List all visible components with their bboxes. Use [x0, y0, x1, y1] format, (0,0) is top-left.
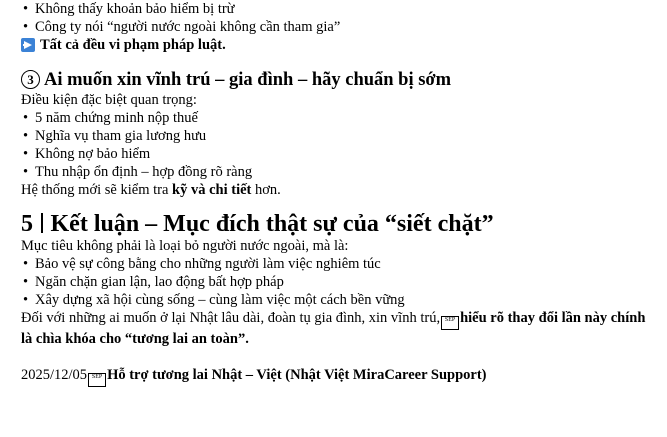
list-item: • Không thấy khoản bảo hiểm bị trừ: [21, 0, 649, 18]
closing-text: Đối với những ai muốn ở lại Nhật lâu dài, đoàn tụ gia đình, xin vĩnh trú,: [21, 310, 441, 326]
footer-line: [21, 366, 649, 387]
conclusion-line: [21, 36, 649, 54]
separator-glyph: SEP: [88, 373, 106, 387]
section-5-intro: Mục tiêu không phải là loại bỏ người nước ngoài, mà là:: [21, 238, 349, 254]
closing-text-end: hơn.: [251, 182, 281, 198]
section-5-title: Kết luận – Mục đích thật sự của “siết chặt”: [50, 211, 494, 237]
section-5-closing: [21, 309, 649, 348]
footer-date: 2025/12/05: [21, 367, 88, 383]
list-item: • Bảo vệ sự công bằng cho những người làm việc nghiêm túc: [21, 255, 649, 273]
top-bullet-list: [21, 0, 649, 36]
list-item: • Công ty nói “người nước ngoài không cần tham gia”: [21, 18, 649, 36]
list-item: • Nghĩa vụ tham gia lương hưu: [21, 127, 649, 145]
conclusion-text: Tất cả đều vi phạm pháp luật.: [40, 37, 226, 53]
circled-number: 3: [21, 70, 40, 89]
section-number: 5: [21, 211, 33, 237]
closing-bold-text: hiểu rõ thay đổi lần này chính là chìa khóa cho “tương lai an toàn”.: [21, 310, 646, 347]
section-3-closing: [21, 181, 649, 199]
closing-bold-text: kỹ và chi tiết: [172, 182, 252, 198]
footer-org: Hỗ trợ tương lai Nhật – Việt (Nhật Việt MiraCareer Support): [107, 367, 487, 383]
section-3-heading: [21, 69, 649, 91]
section-5-heading: [21, 211, 649, 237]
list-item: • Ngăn chặn gian lận, lao động bất hợp pháp: [21, 273, 649, 291]
list-item: • 5 năm chứng minh nộp thuế: [21, 109, 649, 127]
section-3-bullet-list: [21, 109, 649, 181]
closing-text: Hệ thống mới sẽ kiểm tra: [21, 182, 173, 198]
section-5-bullet-list: [21, 255, 649, 309]
arrow-right-icon: [21, 38, 35, 52]
list-item: • Không nợ bảo hiểm: [21, 145, 649, 163]
vertical-divider: [41, 213, 43, 233]
section-3-intro: Điều kiện đặc biệt quan trọng:: [21, 92, 197, 108]
section-3-title: Ai muốn xin vĩnh trú – gia đình – hãy chuẩn bị sớm: [44, 70, 452, 90]
list-item: • Xây dựng xã hội cùng sống – cùng làm việc một cách bền vững: [21, 291, 649, 309]
list-item: • Thu nhập ổn định – hợp đồng rõ ràng: [21, 163, 649, 181]
separator-glyph: SEP: [441, 316, 459, 330]
